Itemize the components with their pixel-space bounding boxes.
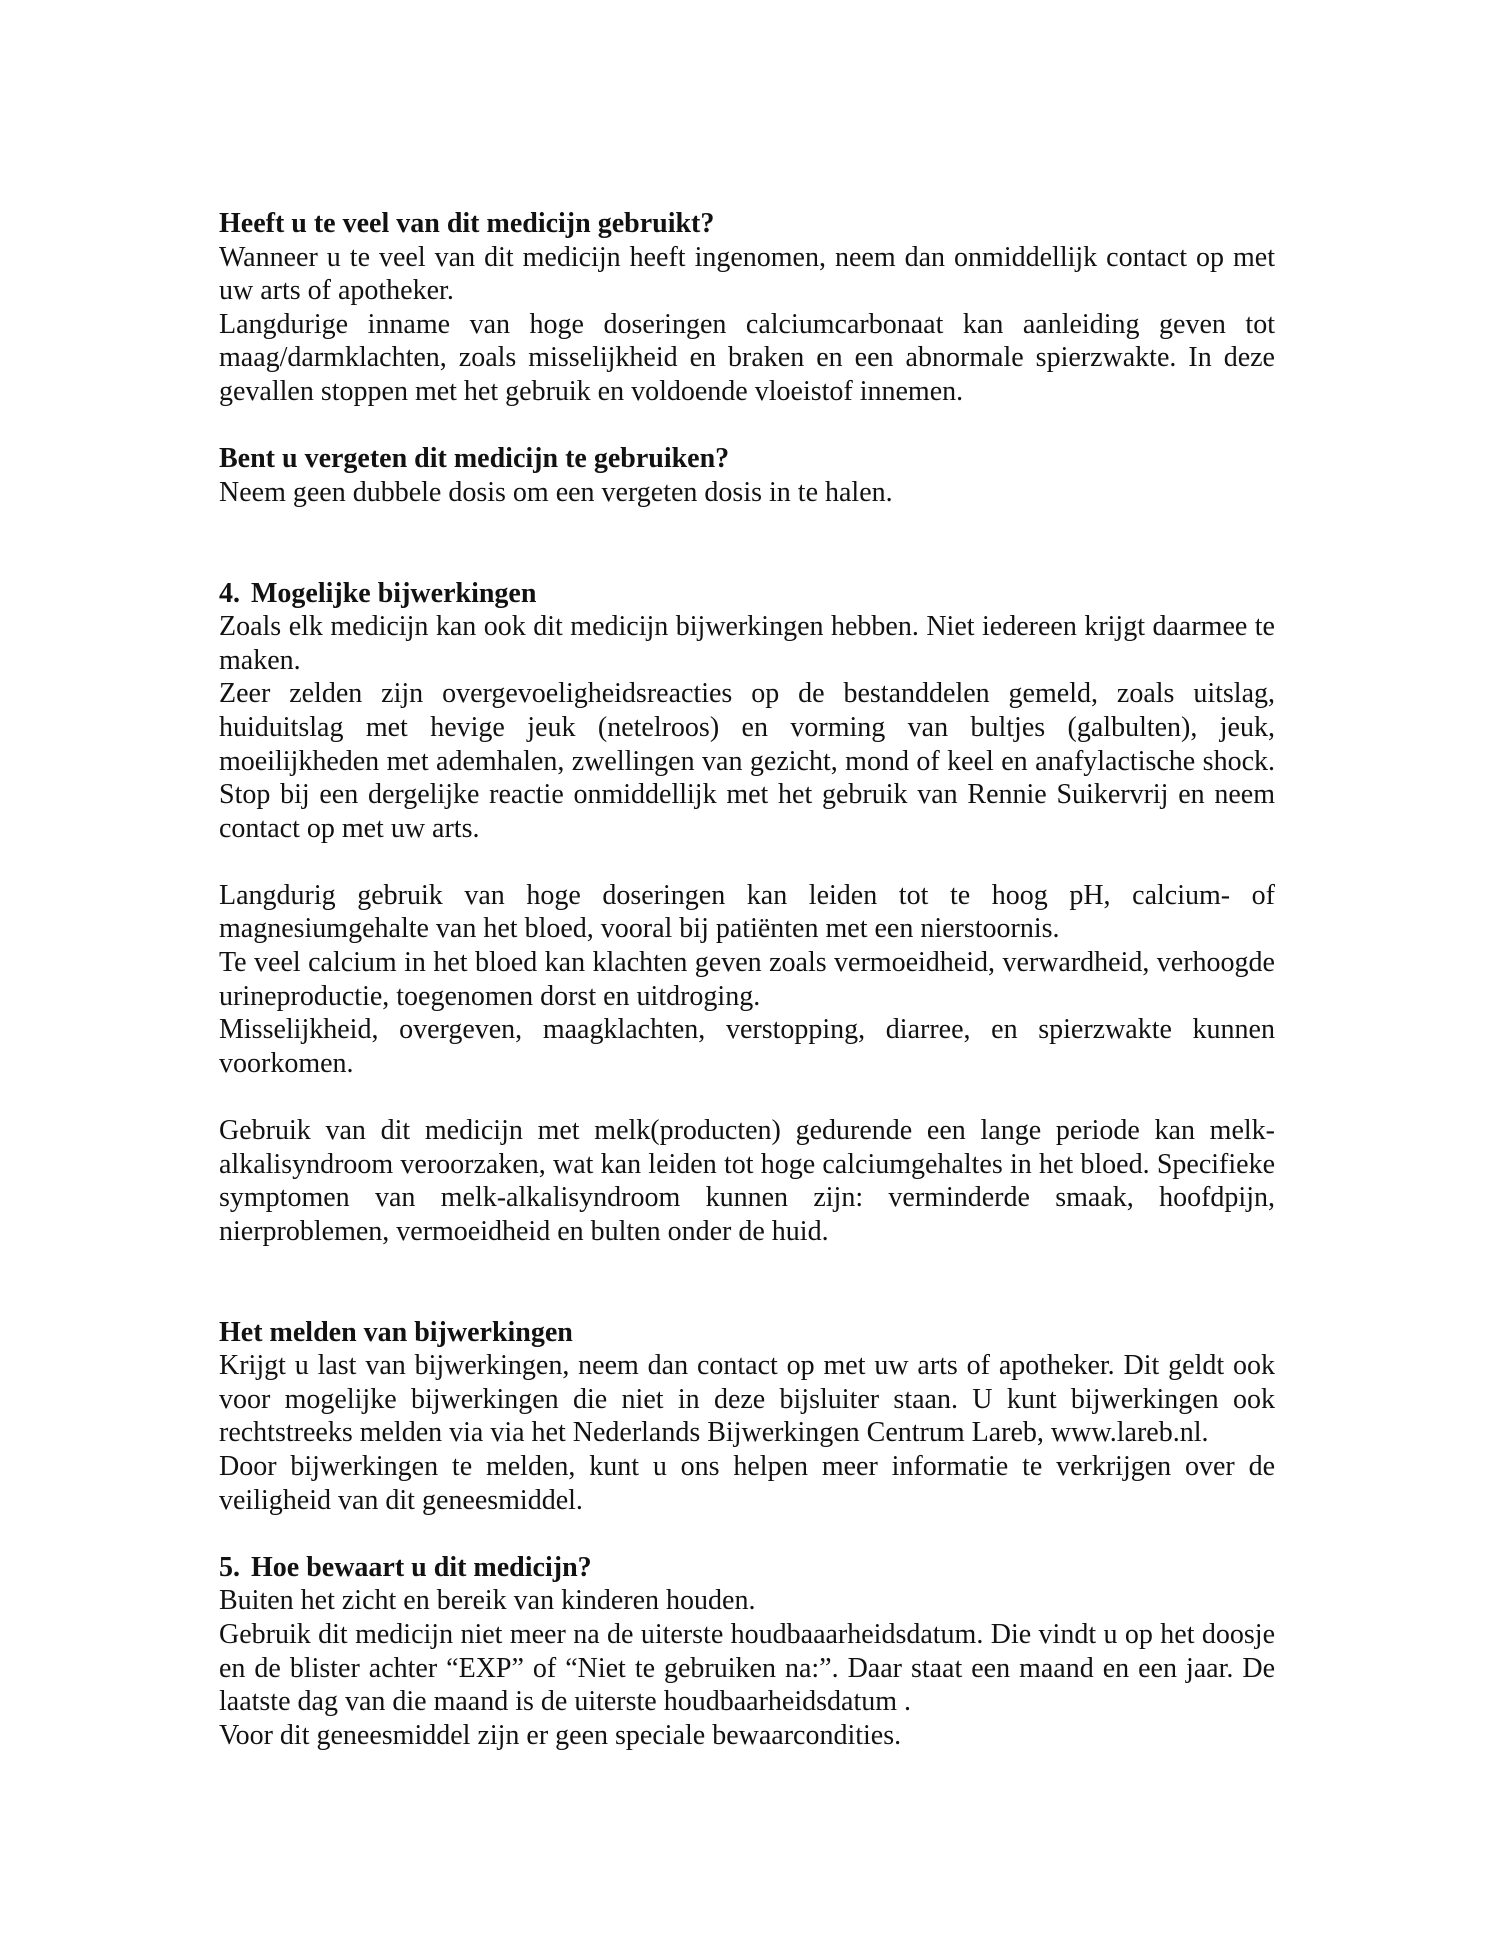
paragraph-overdose-symptoms: Langdurige inname van hoge doseringen calciumcarbonaat kan aanleiding geven tot maag/darmklachten, zoals misselijkheid en braken en een abnormale spierzwakte. In deze gevallen stoppen met het gebruik en voldoende vloeistof innemen. [219,308,1275,407]
heading-reporting-side-effects: Het melden van bijwerkingen [219,1316,573,1348]
paragraph-reporting-lareb: Krijgt u last van bijwerkingen, neem dan contact op met uw arts of apotheker. Dit geldt ook voor mogelijke bijwerkingen die niet in deze bijsluiter staan. U kunt bijwerkingen ook rechtstreeks melden via via het Nederlands Bijwerkingen Centrum Lareb, www.lareb.nl. [219,1350,1275,1449]
paragraph-reporting-benefit: Door bijwerkingen te melden, kunt u ons helpen meer informatie te verkrijgen over de veiligheid van dit geneesmiddel. [219,1450,1275,1516]
blank-line [219,845,1275,879]
paragraph-storage-expiry: Gebruik dit medicijn niet meer na de uiterste houdbaaarheidsdatum. Die vindt u op het doosje en de blister achter “EXP” of “Niet te gebruiken na:”. Daar staat een maand en een jaar. De laatste dag van die maand is de uiterste houdbaarheidsdatum . [219,1618,1275,1718]
blank-lines [219,1248,1275,1315]
heading-overdose: Heeft u te veel van dit medicijn gebruikt? [219,208,715,239]
heading-side-effects [219,577,1275,611]
section-title: Hoe bewaart u dit medicijn? [251,1551,592,1583]
paragraph-forgotten-dose: Neem geen dubbele dosis om een vergeten dosis in te halen. [219,476,893,508]
paragraph-storage-children: Buiten het zicht en bereik van kinderen houden. [219,1585,756,1617]
paragraph-side-effects-rare: Zeer zelden zijn overgevoeligheidsreacties op de bestanddelen gemeld, zoals uitslag, huiduitslag met hevige jeuk (netelroos) en vorming van bultjes (galbulten), jeuk, moeilijkheden met ademhalen, zwellingen van gezicht, mond of keel en anafylactische shock. Stop bij een dergelijke reactie onmiddellijk met het gebruik van Rennie Suikervrij en neem contact op met uw arts. [219,678,1275,844]
paragraph-calcium-excess: Te veel calcium in het bloed kan klachten geven zoals vermoeidheid, verwardheid, verhoogde urineproductie, toegenomen dorst en uitdroging. [219,947,1275,1012]
paragraph-overdose-contact: Wanneer u te veel van dit medicijn heeft ingenomen, neem dan onmiddellijk contact op met uw arts of apotheker. [219,241,1275,307]
paragraph-long-term-use: Langdurig gebruik van hoge doseringen kan leiden tot te hoog pH, calcium- of magnesiumgehalte van het bloed, vooral bij patiënten met een nierstoornis. [219,879,1275,945]
section-number: 5. [219,1551,240,1583]
blank-line [219,1517,1275,1551]
paragraph-common-complaints: Misselijkheid, overgeven, maagklachten, verstopping, diarree, en spierzwakte kunnen voorkomen. [219,1014,1275,1079]
paragraph-milk-alkali: Gebruik van dit medicijn met melk(producten) gedurende een lange periode kan melk-alkalisyndroom veroorzaken, wat kan leiden tot hoge calciumgehaltes in het bloed. Specifieke symptomen van melk-alkalisyndroom kunnen zijn: verminderde smaak, hoofdpijn, nierproblemen, vermoeidheid en bulten onder de huid. [219,1115,1275,1247]
paragraph-storage-conditions: Voor dit geneesmiddel zijn er geen speciale bewaarcondities. [219,1719,902,1751]
blank-line [219,409,1275,443]
paragraph-side-effects-intro: Zoals elk medicijn kan ook dit medicijn bijwerkingen hebben. Niet iedereen krijgt daarmee te maken. [219,611,1275,676]
section-title: Mogelijke bijwerkingen [251,577,537,609]
blank-line [219,1080,1275,1114]
heading-storage [219,1551,1275,1585]
blank-lines [219,509,1275,576]
heading-forgotten-dose: Bent u vergeten dit medicijn te gebruiken? [219,443,730,475]
section-number: 4. [219,577,240,609]
